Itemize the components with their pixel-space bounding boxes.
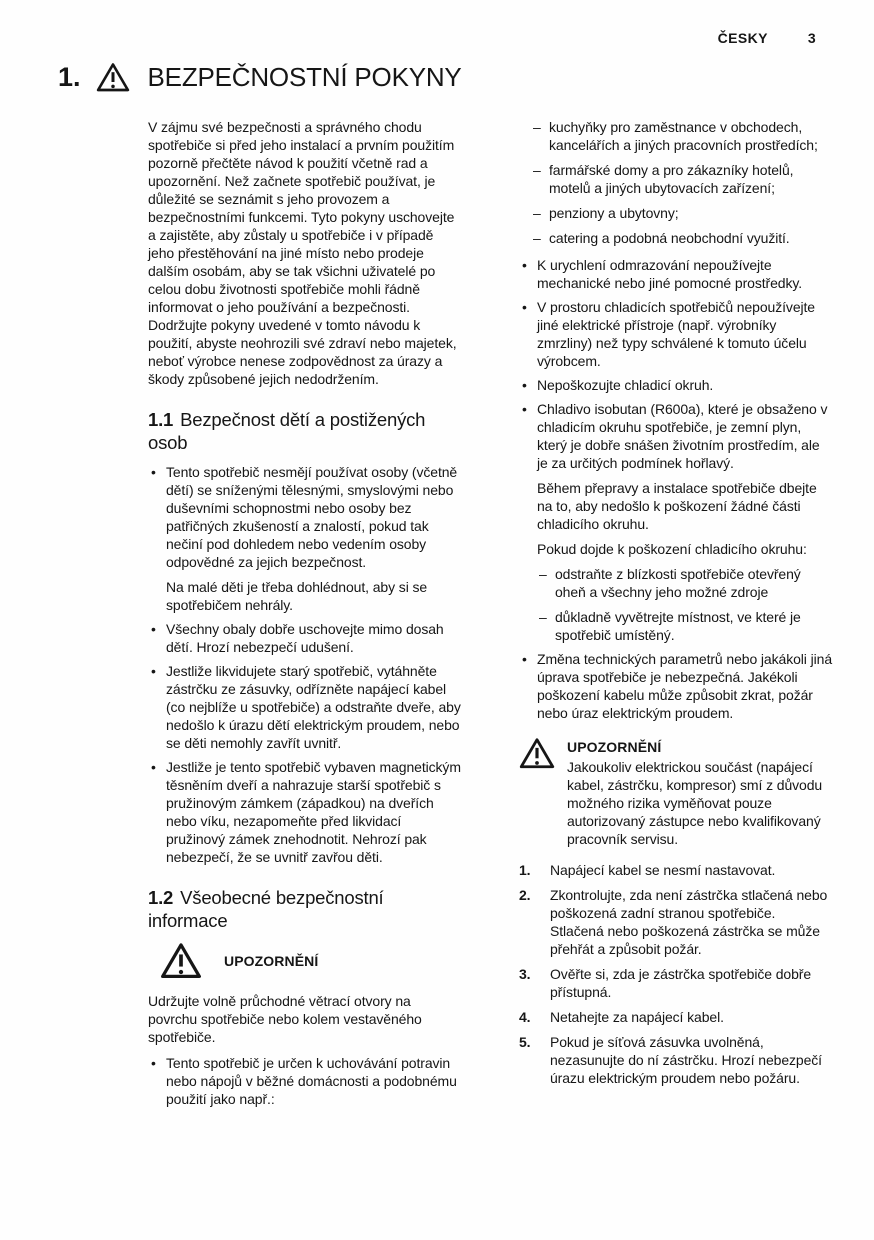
numbered-list — [519, 861, 832, 1087]
list-item-text: • Jestliže likvidujete starý spotřebič, vytáhněte zástrčku ze zásuvky, odřízněte napájecí kabel (co nejblíže u spotřebiče) a odstraňte dveře, aby nedošlo k úrazu dětí elektrickým proudem, nebo se děti nemohly zavřít uvnitř. — [166, 663, 461, 751]
numbered-item — [519, 886, 832, 958]
item-number: 5. — [519, 1034, 531, 1050]
item-number: 4. — [519, 1009, 531, 1025]
list-item — [519, 298, 832, 370]
warning-triangle-icon — [160, 942, 202, 980]
list-item-text: • K urychlení odmrazování nepoužívejte mechanické nebo jiné pomocné prostředky. — [537, 257, 803, 291]
warning-body — [567, 737, 832, 848]
chapter-number: 1. — [58, 62, 81, 92]
warning-triangle-icon — [96, 62, 130, 93]
list-item-text: • Chladivo isobutan (R600a), které je obsaženo v chladicím okruhu spotřebiče, je zemní plyn, který je dobře snášen životním prostředím, ale je za určitých podmínek hořlavý. — [537, 401, 828, 471]
chapter-title: BEZPEČNOSTNÍ POKYNY — [147, 62, 462, 92]
list-item-text: • Tento spotřebič nesmějí používat osoby (včetně dětí) se sníženými tělesnými, smyslovými nebo duševními schopnostmi nebo osoby bez patřičných zkušeností a znalostí, pokud tak nečiní pod dohledem nebo vedením osoby odpovědné za jejich bezpečnost. — [166, 464, 458, 570]
list-item — [519, 376, 832, 394]
list-item-text: – důkladně vyvětrejte místnost, ve které je spotřebič umístěný. — [555, 609, 801, 643]
list-item-text: • Tento spotřebič je určen k uchovávání potravin nebo nápojů v běžné domácnosti a podobnému použití jako např.: — [166, 1055, 457, 1107]
intro-paragraph-2: Dodržujte pokyny uvedené v tomto návodu k použití, abyste neohrozili své zdraví nebo majetek, neboť výrobce nenese zodpovědnost za úrazy a škody způsobené jejich nedodržením. — [148, 317, 457, 387]
usage-examples-list — [519, 118, 832, 247]
list-item-text: • V prostoru chladicích spotřebičů nepoužívejte jiné elektrické přístroje (např. výrobníky zmrzliny) než typy schválené k tomuto účelu výrobcem. — [537, 299, 815, 369]
list-item — [533, 229, 832, 247]
item-text: Pokud je síťová zásuvka uvolněná, nezasunujte do ní zástrčku. Hrozí nebezpečí úrazu elektrickým proudem nebo požáru. — [550, 1034, 822, 1086]
content-columns — [148, 118, 832, 1108]
item-text: Netahejte za napájecí kabel. — [550, 1009, 724, 1025]
item-text: Zkontrolujte, zda není zástrčka stlačená nebo poškozená zadní stranou spotřebiče. Stlačená nebo poškozená zástrčka se může přehřát a způsobit požár. — [550, 887, 828, 957]
subsection-title: Bezpečnost dětí a postižených osob — [148, 409, 426, 453]
list-item — [533, 204, 832, 222]
list-item-text: • Nepoškozujte chladicí okruh. — [537, 377, 714, 393]
item-text: Napájecí kabel se nesmí nastavovat. — [550, 862, 776, 878]
ventilation-paragraph: Udržujte volně průchodné větrací otvory na povrchu spotřebiče nebo kolem vestavěného spotřebiče. — [148, 993, 422, 1045]
list-item — [539, 608, 832, 644]
right-column — [519, 118, 832, 1108]
damage-steps-list — [537, 565, 832, 644]
list-item-subtext: Na malé děti je třeba dohlédnout, aby si se spotřebičem nehrály. — [166, 579, 428, 613]
list-item-text: – kuchyňky pro zaměstnance v obchodech, kancelářích a jiných pracovních prostředích; — [549, 119, 818, 153]
subsection-heading-1-2 — [148, 886, 461, 932]
list-item-text: – farmářské domy a pro zákazníky hotelů, motelů a jiných ubytovacích zařízení; — [549, 162, 794, 196]
item-text: Ověřte si, zda je zástrčka spotřebiče dobře přístupná. — [550, 966, 812, 1000]
numbered-item — [519, 861, 832, 879]
list-item — [148, 662, 461, 752]
subsection-number: 1.2 — [148, 887, 174, 908]
item-number: 3. — [519, 966, 531, 982]
item-number: 1. — [519, 862, 531, 878]
warning-triangle-icon — [519, 737, 555, 848]
page-number: 3 — [807, 30, 816, 46]
list-item — [148, 1054, 461, 1108]
list-item — [533, 118, 832, 154]
warning-header — [148, 942, 461, 980]
warning-text: Jakoukoliv elektrickou součást (napájecí kabel, zástrčku, kompresor) smí z důvodu možného rizika vyměňovat pouze autorizovaný zástupce nebo kvalifikovaný pracovník servisu. — [567, 759, 823, 847]
intro-paragraph-1: V zájmu své bezpečnosti a správného chodu spotřebiče si před jeho instalací a prvním použitím pozorně přečtěte návod k použití včetně rad a upozornění. Než začnete spotřebič používat, je důležité se seznámit s jeho provozem a bezpečnostními funkcemi. Tyto pokyny uschovejte a zajistěte, aby zůstaly u spotřebiče i v případě jeho přestěhování na jiné místo nebo prodeje dalším osobám, aby se tak všichni uživatelé po celou dobu životnosti spotřebiče mohli řádně informovat o jeho používání a bezpečnosti. — [148, 119, 455, 315]
page-header — [718, 30, 816, 46]
list-item — [519, 400, 832, 644]
warning-label: UPOZORNĚNÍ — [567, 739, 662, 755]
list-item — [148, 463, 461, 614]
chapter-title-row — [58, 62, 462, 93]
list-item-text: – catering a podobná neobchodní využití. — [549, 230, 790, 246]
language-label: ČESKY — [717, 30, 768, 46]
list-item-text: • Všechny obaly dobře uschovejte mimo dosah dětí. Hrozí nebezpečí udušení. — [166, 621, 444, 655]
list-item — [519, 650, 832, 722]
list-item-text: – odstraňte z blízkosti spotřebiče otevřený oheň a všechny jeho možné zdroje — [555, 566, 801, 600]
subsection-heading-1-1 — [148, 408, 461, 454]
subsection-title: Všeobecné bezpečnostní informace — [148, 887, 384, 931]
numbered-item — [519, 965, 832, 1001]
list-item-subtext: Pokud dojde k poškození chladicího okruhu: — [537, 541, 807, 557]
left-column — [148, 118, 461, 1108]
list-item — [533, 161, 832, 197]
numbered-item — [519, 1008, 832, 1026]
list-item-text: • Změna technických parametrů nebo jakákoli jiná úprava spotřebiče je nebezpečná. Jakékoli poškození kabelu může způsobit zkrat, požár nebo úraz elektrickým proudem. — [537, 651, 832, 721]
list-item — [148, 758, 461, 866]
warning-box — [519, 737, 832, 848]
list-item — [148, 620, 461, 656]
list-item-text: – penziony a ubytovny; — [549, 205, 679, 221]
list-item — [519, 256, 832, 292]
warning-label: UPOZORNĚNÍ — [224, 953, 319, 969]
subsection-number: 1.1 — [148, 409, 174, 430]
list-item-text: • Jestliže je tento spotřebič vybaven magnetickým těsněním dveří a nahrazuje starší spotřebič s pružinovým zámkem (západkou) na dveřích nebo víku, nezapomeňte před likvidací pružinový zámek znehodnotit. Nehrozí pak nebezpečí, že se uvnitř zavřou děti. — [166, 759, 461, 865]
list-item-subtext: Během přepravy a instalace spotřebiče dbejte na to, aby nedošlo k poškození žádné části chladicího okruhu. — [537, 480, 817, 532]
numbered-item — [519, 1033, 832, 1087]
list-item — [539, 565, 832, 601]
item-number: 2. — [519, 887, 531, 903]
